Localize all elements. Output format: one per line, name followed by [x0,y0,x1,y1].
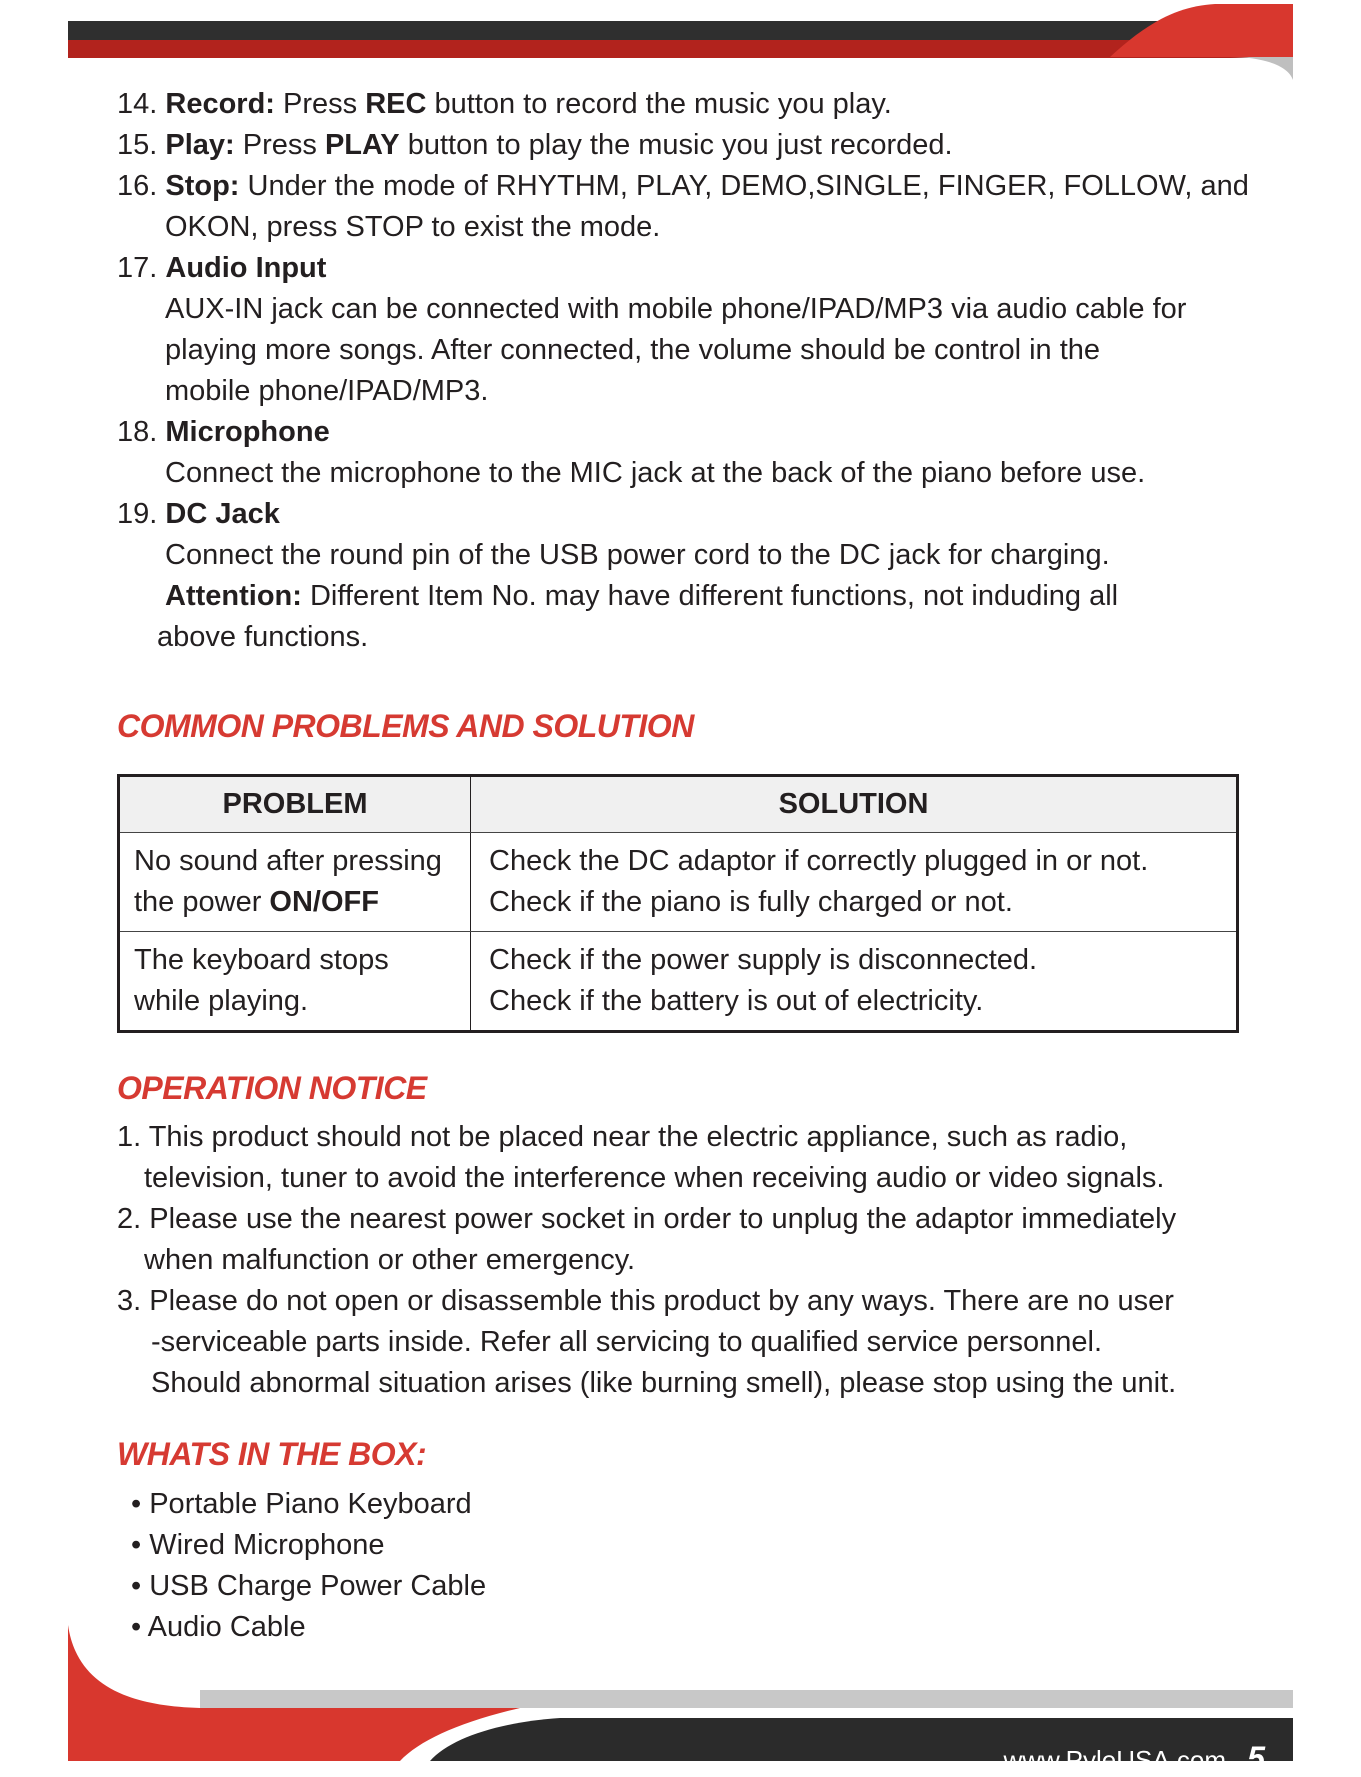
item-body-line: Connect the round pin of the USB power cord to the DC jack for charging. [165,539,1110,571]
table-row [119,932,1238,1032]
list-item-stop [117,166,1247,207]
problem-text-prefix: while playing. [134,985,309,1017]
list-item [131,1525,486,1566]
table-row [119,833,1238,932]
item-body-line: playing more songs. After connected, the volume should be control in the [165,334,1101,366]
bullet: • [131,1529,142,1561]
notice-item-line: -serviceable parts inside. Refer all servicing to qualified service personnel. [151,1326,1103,1358]
list-item [131,1484,486,1525]
list-item-microphone [117,412,1247,453]
list-item [131,1607,486,1648]
item-label: Audio Input [165,252,327,284]
item-body-line: AUX-IN jack can be connected with mobile phone/IPAD/MP3 via audio cable for [165,293,1187,325]
problems-heading: COMMON PROBLEMS AND SOLUTION [117,708,694,744]
item-label: Play: [165,129,235,161]
problem-text-prefix: the power [134,886,270,918]
list-item-dc-jack [117,494,1247,535]
problem-text [134,882,470,923]
problem-cell [119,833,471,932]
operation-notice-heading: OPERATION NOTICE [117,1070,427,1106]
box-item-text: Wired Microphone [149,1529,385,1561]
top-banner-curl [68,57,1293,80]
notice-item-line: 3. Please do not open or disassemble this product by any ways. There are no user [117,1285,1174,1317]
table-header-row [119,776,1238,833]
box-item-text: Portable Piano Keyboard [149,1488,472,1520]
item-text: Press [274,88,366,120]
list-item-audio-input [117,248,1247,289]
box-item-text: Audio Cable [147,1611,306,1643]
footer-website-link[interactable]: www.PyleUSA.com [1003,1745,1226,1775]
box-item-text: USB Charge Power Cable [149,1570,487,1602]
item-label: Microphone [165,416,330,448]
notice-item-line: 1. This product should not be placed near the electric appliance, such as radio, [117,1121,1128,1153]
attention-note [117,576,1247,617]
problem-text: No sound after pressing [134,845,442,877]
whats-in-box-heading: WHATS IN THE BOX: [117,1436,427,1472]
problem-text: The keyboard stops [134,944,389,976]
solution-cell [471,833,1238,932]
list-item-record [117,84,1247,125]
bullet: • [131,1570,142,1602]
solution-column-header: SOLUTION [471,776,1238,833]
item-text: button to record the music you play. [426,88,892,120]
item-text: Under the mode of RHYTHM, PLAY, DEMO,SINGLE, FINGER, FOLLOW, and [239,170,1249,202]
solution-text: Check if the piano is fully charged or not. [489,886,1013,918]
top-banner-red [68,40,1293,58]
attention-text: Different Item No. may have different functions, not induding all [301,580,1119,612]
problem-column-header: PROBLEM [119,776,471,833]
solution-text: Check if the power supply is disconnected. [489,944,1038,976]
problem-cell [119,932,471,1032]
item-text: button to play the music you just recorded. [399,129,953,161]
feature-list [117,84,1247,658]
attention-note-continued: above functions. [157,621,369,653]
solution-text: Check the DC adaptor if correctly plugged in or not. [489,845,1149,877]
list-item [131,1566,486,1607]
manual-content [117,84,1249,1643]
notice-item-line: 2. Please use the nearest power socket in order to unplug the adaptor immediately [117,1203,1177,1235]
notice-item-line: Should abnormal situation arises (like burning smell), please stop using the unit. [151,1367,1177,1399]
list-item-stop-continued: OKON, press STOP to exist the mode. [165,211,661,243]
item-label: Record: [165,88,275,120]
operation-notice-list [117,1117,1176,1404]
problems-solutions-table [117,774,1239,1033]
box-contents-list [131,1484,486,1648]
item-number: 17. [117,252,166,284]
item-label: Stop: [165,170,240,202]
item-text: Press [234,129,325,161]
problem-keyword: ON/OFF [269,886,379,918]
bullet: • [131,1611,142,1643]
item-number: 19. [117,498,166,530]
solution-text: Check if the battery is out of electricity. [489,985,984,1017]
item-label: DC Jack [165,498,280,530]
problem-text [134,981,470,1022]
item-body-line: mobile phone/IPAD/MP3. [165,375,489,407]
page-number: 5 [1247,1740,1265,1776]
item-body-line: Connect the microphone to the MIC jack at the back of the piano before use. [165,457,1146,489]
item-number: 15. [117,129,166,161]
notice-item-line: television, tuner to avoid the interference when receiving audio or video signals. [144,1162,1165,1194]
attention-label: Attention: [165,580,302,612]
item-number: 16. [117,170,166,202]
list-item-play [117,125,1247,166]
solution-cell [471,932,1238,1032]
notice-item-line: when malfunction or other emergency. [144,1244,636,1276]
item-number: 18. [117,416,166,448]
bottom-light-band [200,1690,1293,1708]
item-keyword: PLAY [324,129,400,161]
item-keyword: REC [365,88,427,120]
item-number: 14. [117,88,166,120]
bullet: • [131,1488,142,1520]
